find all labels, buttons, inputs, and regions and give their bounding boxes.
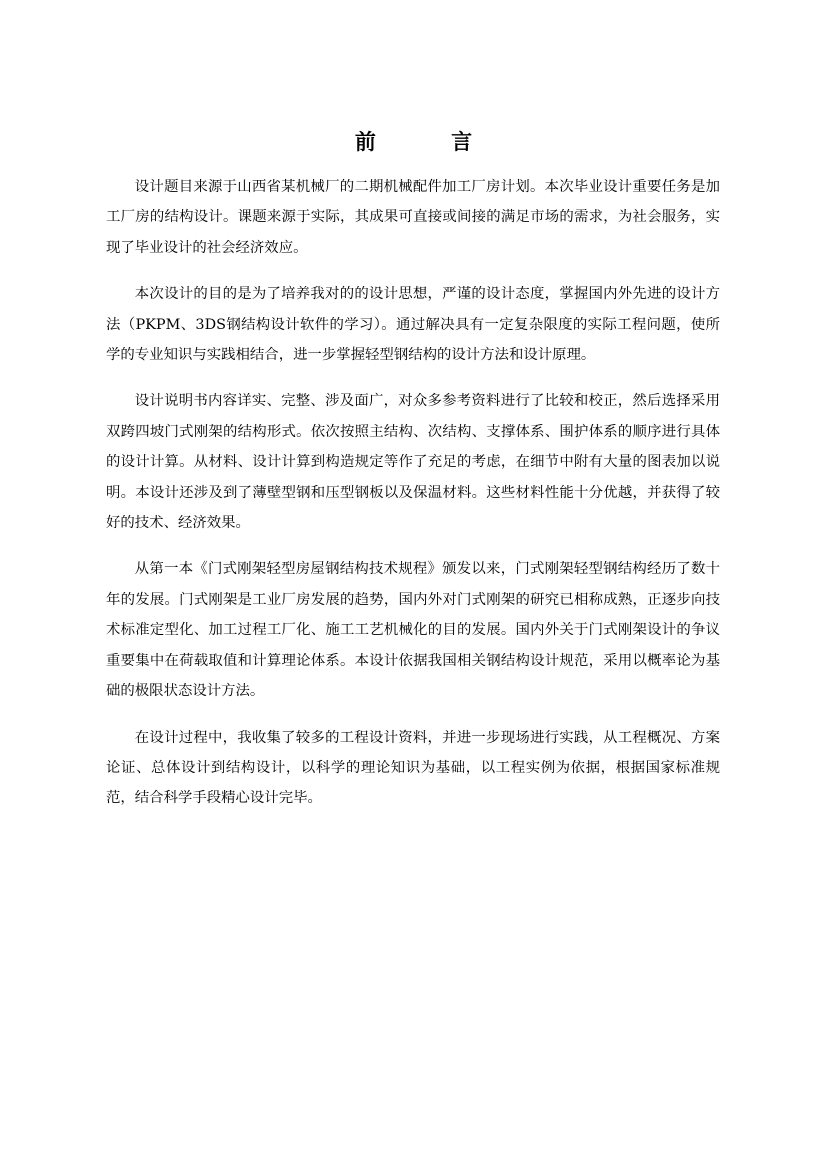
paragraph-5: 在设计过程中，我收集了较多的工程设计资料，并进一步现场进行实践，从工程概况、方案论证、总体设计到结构设计，以科学的理论知识为基础，以工程实例为依据，根据国家标准规范，结合科学手段精心设计完毕。 [106, 729, 720, 807]
paragraph-2: 本次设计的目的是为了培养我对的的设计思想，严谨的设计态度，掌握国内外先进的设计方法（PKPM、3DS钢结构设计软件的学习）。通过解决具有一定复杂限度的实际工程问题，使所学的专业知识与实践相结合，进一步掌握轻型钢结构的设计方法和设计原理。 [106, 286, 720, 364]
paragraph-4: 从第一本《门式刚架轻型房屋钢结构技术规程》颁发以来，门式刚架轻型钢结构经历了数十年的发展。门式刚架是工业厂房发展的趋势，国内外对门式刚架的研究已相称成熟，正逐步向技术标准定型化、加工过程工厂化、施工工艺机械化的目的发展。国内外关于门式刚架设计的争议重要集中在荷载取值和计算理论体系。本设计依据我国相关钢结构设计规范，采用以概率论为基础的极限状态设计方法。 [106, 561, 720, 700]
body-text [106, 172, 720, 830]
paragraph-1: 设计题目来源于山西省某机械厂的二期机械配件加工厂房计划。本次毕业设计重要任务是加工厂房的结构设计。课题来源于实际，其成果可直接或间接的满足市场的需求，为社会服务，实现了毕业设计的社会经济效应。 [106, 179, 720, 256]
paragraph-3: 设计说明书内容详实、完整、涉及面广，对众多参考资料进行了比较和校正，然后选择采用双跨四坡门式刚架的结构形式。依次按照主结构、次结构、支撑体系、围护体系的顺序进行具体的设计计算。从材料、设计计算到构造规定等作了充足的考虑，在细节中附有大量的图表加以说明。本设计还涉及到了薄壁型钢和压型钢板以及保温材料。这些材料性能十分优越，并获得了较好的技术、经济效果。 [106, 393, 720, 532]
page-title: 前 言 [354, 130, 507, 154]
